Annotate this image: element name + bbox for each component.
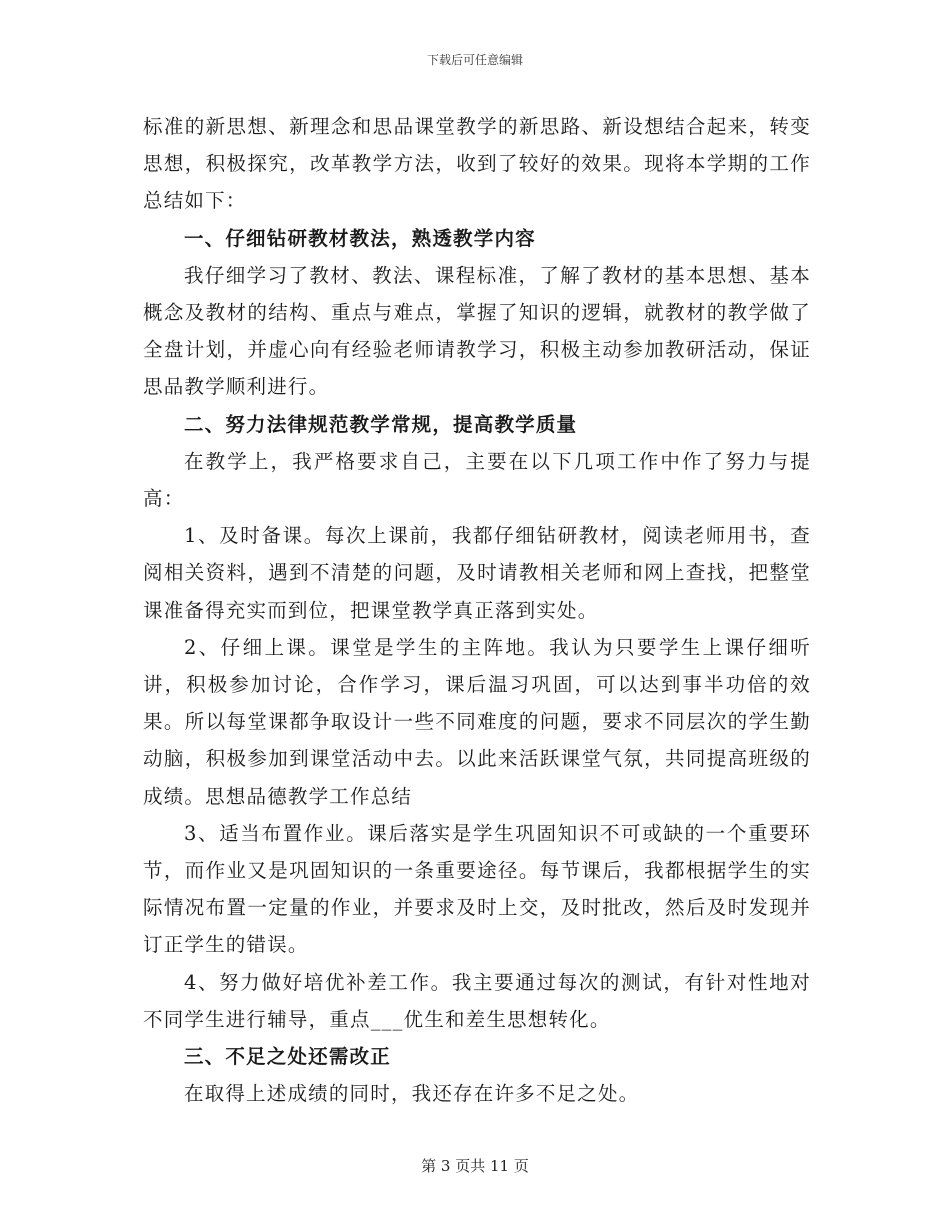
section-heading-3: 三、不足之处还需改正	[183, 1045, 391, 1069]
paragraph-section-1: 我仔细学习了教材、教法、课程标准，了解了教材的基本思想、基本概念及教材的结构、重点与难点，掌握了知识的逻辑，就教材的教学做了全盘计划，并虚心向有经验老师请教学习，积极主动参加教研活动，保证思品教学顺利进行。	[143, 263, 811, 399]
section-heading-1: 一、仔细钻研教材教法，熟透教学内容	[183, 226, 536, 250]
page-number: 第 3 页共 11 页	[421, 1157, 529, 1175]
paragraph-section-2-intro: 在教学上，我严格要求自己，主要在以下几项工作中作了努力与提高：	[143, 449, 811, 511]
paragraph-intro-continued: 标准的新思想、新理念和思品课堂教学的新思路、新设想结合起来，转变思想，积极探究，改革教学方法，收到了较好的效果。现将本学期的工作总结如下：	[143, 115, 811, 213]
paragraph-item-3: 3、适当布置作业。课后落实是学生巩固知识不可或缺的一个重要环节，而作业又是巩固知识的一条重要途径。每节课后，我都根据学生的实际情况布置一定量的作业，并要求及时上交，及时批改，然后及时发现并订正学生的错误。	[143, 821, 811, 957]
paragraph-item-1: 1、及时备课。每次上课前，我都仔细钻研教材，阅读老师用书，查阅相关资料，遇到不清楚的问题，及时请教相关老师和网上查找，把整堂课准备得充实而到位，把课堂教学真正落到实处。	[143, 524, 811, 622]
paragraph-section-3: 在取得上述成绩的同时，我还存在许多不足之处。	[183, 1082, 640, 1106]
paragraph-item-4: 4、努力做好培优补差工作。我主要通过每次的测试，有针对性地对不同学生进行辅导，重点___优生和差生思想转化。	[143, 970, 811, 1031]
paragraph-item-2: 2、仔细上课。课堂是学生的主阵地。我认为只要学生上课仔细听讲，积极参加讨论，合作学习，课后温习巩固，可以达到事半功倍的效果。所以每堂课都争取设计一些不同难度的问题，要求不同层次的学生勤动脑，积极参加到课堂活动中去。以此来活跃课堂气氛，共同提高班级的成绩。思想品德教学工作总结	[143, 635, 811, 808]
document-body	[143, 108, 811, 1112]
section-heading-2: 二、努力法律规范教学常规，提高教学质量	[183, 412, 578, 436]
page-header-note: 下载后可任意编辑	[426, 53, 523, 67]
